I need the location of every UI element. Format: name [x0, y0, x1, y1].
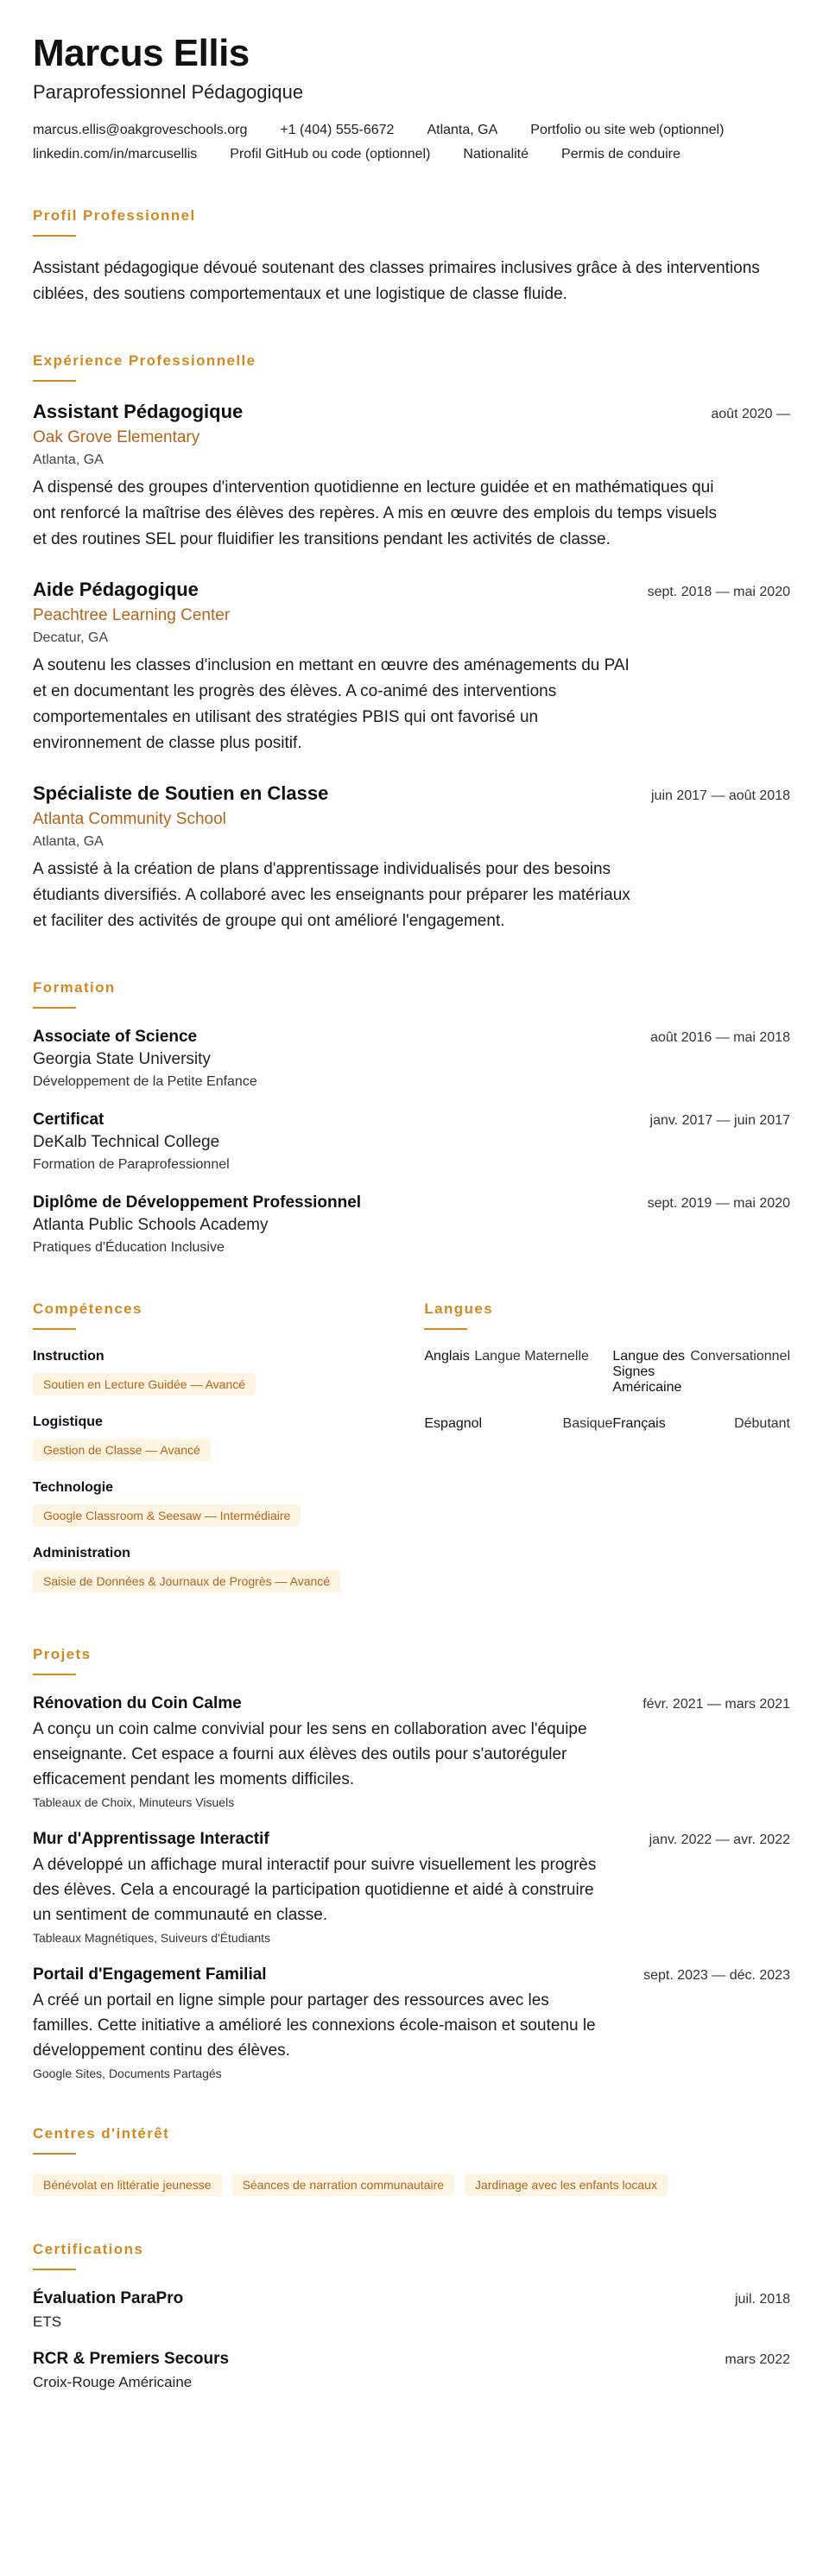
contact-email[interactable]: marcus.ellis@oakgroveschools.org — [33, 123, 248, 138]
contact-list — [33, 123, 790, 162]
job-description: A soutenu les classes d'inclusion en mettant en œuvre des aménagements du PAI et en documentant les progrès des élèves. A co-animé des interventions comportementales en utilisant des stratégies PBIS qui ont favorisé un environnement de classe plus positif. — [33, 656, 630, 753]
contact-phone[interactable]: +1 (404) 555-6672 — [280, 123, 395, 138]
language-name: Langue des Signes Américaine — [612, 1349, 686, 1396]
project-title: Rénovation du Coin Calme — [33, 1694, 242, 1713]
skill-tag: Gestion de Classe — Avancé — [33, 1439, 211, 1461]
job-title: Aide Pédagogique — [33, 579, 199, 601]
profile-section — [33, 207, 790, 307]
project-description: A développé un affichage mural interactif pour suivre visuellement les progrès des élèves. Cela a encouragé la participation quotidienne et aidé à construire un sentiment de communauté en classe. — [33, 1856, 597, 1925]
skill-group — [33, 1546, 424, 1592]
job-employer: Atlanta Community School — [33, 810, 226, 829]
language-level: Langue Maternelle — [474, 1349, 589, 1364]
education-school: Georgia State University — [33, 1050, 211, 1069]
section-divider — [33, 1674, 76, 1675]
section-title: Formation — [33, 979, 116, 997]
interest-tag: Bénévolat en littératie jeunesse — [33, 2174, 222, 2196]
profile-summary: Assistant pédagogique dévoué soutenant des classes primaires inclusives grâce à des interventions ciblées, des soutiens comportementaux et une logistique de classe fluide. — [33, 259, 760, 304]
section-title: Expérience Professionnelle — [33, 352, 256, 370]
section-divider — [33, 1328, 76, 1330]
education-section — [33, 979, 790, 1256]
section-divider — [33, 380, 76, 382]
job-date: sept. 2018 — mai 2020 — [647, 585, 790, 600]
section-divider — [33, 235, 76, 237]
languages-section — [424, 1301, 790, 1611]
project-entry — [33, 1965, 790, 2080]
section-divider — [424, 1328, 467, 1330]
certifications-section — [33, 2241, 790, 2391]
education-date: sept. 2019 — mai 2020 — [647, 1196, 790, 1212]
section-title: Certifications — [33, 2241, 144, 2258]
education-degree: Certificat — [33, 1111, 104, 1130]
experience-entry — [33, 782, 790, 934]
language-list — [424, 1349, 790, 1432]
resume-header — [33, 33, 790, 162]
language-level: Débutant — [734, 1416, 790, 1432]
education-entry — [33, 1028, 790, 1090]
skills-languages-row — [33, 1301, 790, 1611]
experience-entry — [33, 579, 790, 756]
skill-category: Administration — [33, 1546, 130, 1561]
job-employer: Oak Grove Elementary — [33, 428, 200, 447]
contact-location: Atlanta, GA — [427, 123, 498, 138]
project-description: A conçu un coin calme convivial pour les sens en collaboration avec l'équipe enseignante. Cet espace a fourni aux élèves des outils pour s'autoréguler efficacement pendant les moments difficiles. — [33, 1720, 587, 1789]
skill-tag: Google Classroom & Seesaw — Intermédiaire — [33, 1504, 301, 1527]
contact-nationality: Nationalité — [463, 147, 529, 162]
education-field: Pratiques d'Éducation Inclusive — [33, 1240, 225, 1256]
language-name: Anglais — [424, 1349, 470, 1364]
projects-section — [33, 1646, 790, 2080]
certification-entry — [33, 2289, 790, 2331]
education-degree: Diplôme de Développement Professionnel — [33, 1193, 362, 1212]
job-date: juin 2017 — août 2018 — [650, 788, 790, 804]
project-date: févr. 2021 — mars 2021 — [643, 1697, 790, 1712]
education-degree: Associate of Science — [33, 1028, 198, 1047]
skill-category: Logistique — [33, 1415, 103, 1430]
contact-linkedin[interactable]: linkedin.com/in/marcusellis — [33, 147, 198, 162]
job-description: A dispensé des groupes d'intervention quotidienne en lecture guidée et en mathématiques qui ont renforcé la maîtrise des élèves des repères. A mis en œuvre des emplois du temps visuels et des routines SEL pour fluidifier les transitions pendant les activités de classe. — [33, 478, 718, 549]
section-title: Profil Professionnel — [33, 207, 196, 225]
job-date: août 2020 — — [711, 407, 790, 422]
job-location: Decatur, GA — [33, 630, 109, 646]
certification-title: Évaluation ParaPro — [33, 2289, 184, 2308]
skill-group — [33, 1349, 424, 1396]
section-divider — [33, 2153, 76, 2155]
project-tools: Google Sites, Documents Partagés — [33, 2066, 222, 2081]
education-entry — [33, 1111, 790, 1173]
project-entry — [33, 1694, 790, 1809]
job-title: Spécialiste de Soutien en Classe — [33, 782, 329, 805]
skill-category: Instruction — [33, 1349, 104, 1364]
job-employer: Peachtree Learning Center — [33, 606, 231, 625]
language-level: Conversationnel — [690, 1349, 790, 1364]
education-field: Formation de Paraprofessionnel — [33, 1157, 230, 1173]
contact-portfolio[interactable]: Portfolio ou site web (optionnel) — [530, 123, 725, 138]
candidate-headline: Paraprofessionnel Pédagogique — [33, 81, 304, 104]
section-divider — [33, 2269, 76, 2270]
project-date: janv. 2022 — avr. 2022 — [649, 1832, 790, 1848]
section-divider — [33, 1007, 76, 1009]
job-description: A assisté à la création de plans d'apprentissage individualisés pour des besoins étudiants diversifiés. A collaboré avec les enseignants pour préparer les matériaux et faciliter des activités de groupe qui ont amélioré l'engagement. — [33, 860, 630, 931]
education-entry — [33, 1193, 790, 1256]
section-title: Compétences — [33, 1301, 142, 1318]
section-title: Langues — [424, 1301, 494, 1318]
education-school: DeKalb Technical College — [33, 1133, 220, 1152]
section-title: Projets — [33, 1646, 92, 1663]
education-field: Développement de la Petite Enfance — [33, 1074, 257, 1090]
skill-group — [33, 1480, 424, 1527]
project-title: Mur d'Apprentissage Interactif — [33, 1830, 269, 1849]
skill-group — [33, 1415, 424, 1461]
interest-tag: Jardinage avec les enfants locaux — [465, 2174, 668, 2196]
skills-section — [33, 1301, 424, 1611]
project-entry — [33, 1830, 790, 1945]
project-description: A créé un portail en ligne simple pour partager des ressources avec les familles. Cette initiative a amélioré les connexions école-maison et soutenu le développement continu des élèves. — [33, 1991, 596, 2060]
job-location: Atlanta, GA — [33, 453, 104, 468]
interest-list — [33, 2174, 790, 2196]
candidate-name: Marcus Ellis — [33, 32, 250, 74]
skill-tag: Saisie de Données & Journaux de Progrès — Avancé — [33, 1570, 340, 1592]
project-date: sept. 2023 — déc. 2023 — [643, 1968, 790, 1984]
project-title: Portail d'Engagement Familial — [33, 1965, 267, 1984]
language-name: Espagnol — [424, 1416, 483, 1432]
skill-tag: Soutien en Lecture Guidée — Avancé — [33, 1373, 256, 1396]
job-title: Assistant Pédagogique — [33, 401, 244, 423]
section-title: Centres d'intérêt — [33, 2125, 170, 2142]
certification-title: RCR & Premiers Secours — [33, 2350, 230, 2369]
job-location: Atlanta, GA — [33, 834, 104, 850]
experience-section — [33, 352, 790, 934]
interest-tag: Séances de narration communautaire — [232, 2174, 454, 2196]
certification-issuer: ETS — [33, 2313, 62, 2331]
language-level: Basique — [562, 1416, 613, 1432]
education-school: Atlanta Public Schools Academy — [33, 1216, 269, 1235]
certification-date: mars 2022 — [725, 2352, 790, 2368]
contact-license: Permis de conduire — [561, 147, 681, 162]
contact-github[interactable]: Profil GitHub ou code (optionnel) — [230, 147, 431, 162]
education-date: janv. 2017 — juin 2017 — [649, 1113, 790, 1129]
certification-entry — [33, 2350, 790, 2391]
certification-date: juil. 2018 — [734, 2292, 790, 2307]
education-date: août 2016 — mai 2018 — [650, 1030, 790, 1046]
project-tools: Tableaux Magnétiques, Suiveurs d'Étudiants — [33, 1931, 271, 1946]
certification-issuer: Croix-Rouge Américaine — [33, 2374, 193, 2391]
interests-section — [33, 2125, 790, 2196]
experience-entry — [33, 401, 790, 553]
project-tools: Tableaux de Choix, Minuteurs Visuels — [33, 1795, 235, 1810]
language-name: Français — [612, 1416, 666, 1432]
skill-category: Technologie — [33, 1480, 114, 1496]
